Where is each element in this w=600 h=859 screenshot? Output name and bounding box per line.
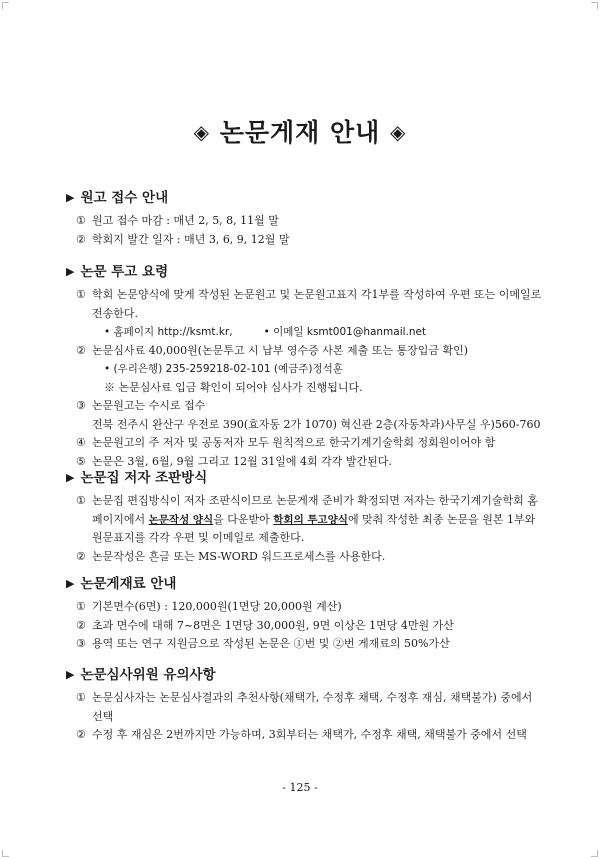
section-reviewers bbox=[66, 665, 546, 745]
crop-mark bbox=[2, 850, 9, 857]
list-item: ① 원고 접수 마감 : 매년 2, 5, 8, 11월 말 bbox=[76, 214, 279, 227]
section-title: ▶ 논문게재료 안내 bbox=[66, 576, 177, 592]
list-item: ② 학회지 발간 일자 : 매년 3, 6, 9, 12월 말 bbox=[76, 232, 290, 246]
homepage-link[interactable]: • 홈페이지 http://ksmt.kr, bbox=[104, 326, 233, 338]
triangle-bullet-icon: ▶ bbox=[66, 668, 75, 681]
section-submission bbox=[66, 188, 546, 249]
submission-format-link[interactable]: 학회의 투고양식 bbox=[273, 513, 348, 526]
diamond-icon: ◈ bbox=[390, 120, 407, 144]
crop-mark bbox=[2, 2, 9, 9]
section-title: ▶ 논문심사위원 유의사항 bbox=[66, 667, 216, 683]
list-item: ① 논문집 편집방식이 저자 조판식이므로 논문게재 준비가 확정되면 저자는 한국기계기술학회 홈페이지에서 논문작성 양식을 다운받아 학회의 투고양식에 맞춰 작성한 최종 논문을 원본 1부와 원문표지를 각각 우편 및 이메일로 제출한다. bbox=[76, 494, 538, 544]
mailing-address: 전북 전주시 완산구 우전로 390(효자동 2가 1070) 혁신관 2층(자동차과)사무실 우)560-760 bbox=[92, 417, 541, 431]
list-item: ③ 용역 또는 연구 지원금으로 작성된 논문은 ①번 및 ②번 게재료의 50%가산 bbox=[76, 637, 450, 650]
triangle-bullet-icon: ▶ bbox=[66, 471, 75, 484]
section-fees bbox=[66, 574, 546, 654]
list-item: ④ 논문원고의 주 저자 및 공동저자 모두 원칙적으로 한국기계기술학회 정회원이어야 함 bbox=[76, 436, 496, 449]
triangle-bullet-icon: ▶ bbox=[66, 577, 75, 590]
note-text: ※ 논문심사료 입금 확인이 되어야 심사가 진행됩니다. bbox=[104, 380, 363, 394]
section-typesetting bbox=[66, 468, 546, 566]
list-item: ① 논문심사자는 논문심사결과의 추천사항(채택가, 수정후 채택, 수정후 재심, 채택불가) 중에서 선택 bbox=[76, 691, 533, 723]
page-title-text: 논문게재 안내 bbox=[219, 118, 381, 147]
list-item: ① 학회 논문양식에 맞게 작성된 논문원고 및 논문원고표지 각1부를 작성하여 우편 또는 이메일로 전송한다. bbox=[76, 288, 542, 320]
section-title: ▶ 논문 투고 요령 bbox=[66, 264, 169, 280]
list-item: ② 논문심사료 40,000원(논문투고 시 납부 영수증 사본 제출 또는 통장입금 확인) bbox=[76, 343, 469, 357]
contact-line bbox=[66, 323, 546, 342]
bank-account: • (우리은행) 235-259218-02-101 (예금주)정석훈 bbox=[104, 363, 343, 375]
triangle-bullet-icon: ▶ bbox=[66, 191, 75, 204]
list-item: ⑤ 논문은 3월, 6월, 9월 그리고 12월 31일에 4회 각각 발간된다. bbox=[76, 454, 392, 468]
page-number: - 125 - bbox=[282, 781, 318, 794]
list-item: ② 수정 후 재심은 2번까지만 가능하며, 3회부터는 채택가, 수정후 채택, 채택불가 중에서 선택 bbox=[76, 728, 527, 741]
list-item: ③ 논문원고는 수시로 접수 bbox=[76, 399, 206, 412]
email-link[interactable]: • 이메일 ksmt001@hanmail.net bbox=[263, 326, 427, 338]
page-title bbox=[0, 113, 600, 149]
diamond-icon: ◈ bbox=[193, 120, 210, 144]
list-item: ② 논문작성은 흔글 또는 MS-WORD 워드프로세스를 사용한다. bbox=[76, 549, 386, 563]
section-guidelines bbox=[66, 262, 546, 471]
triangle-bullet-icon: ▶ bbox=[66, 265, 75, 278]
list-item: ① 기본면수(6면) : 120,000원(1면당 20,000원 계산) bbox=[76, 600, 342, 613]
crop-mark bbox=[591, 850, 598, 857]
section-title: ▶ 원고 접수 안내 bbox=[66, 190, 169, 206]
list-item: ② 초과 면수에 대해 7~8면은 1면당 30,000원, 9면 이상은 1면당 4만원 가산 bbox=[76, 618, 454, 632]
template-link[interactable]: 논문작성 양식 bbox=[148, 513, 214, 526]
crop-mark bbox=[591, 2, 598, 9]
section-title: ▶ 논문집 저자 조판방식 bbox=[66, 470, 208, 486]
